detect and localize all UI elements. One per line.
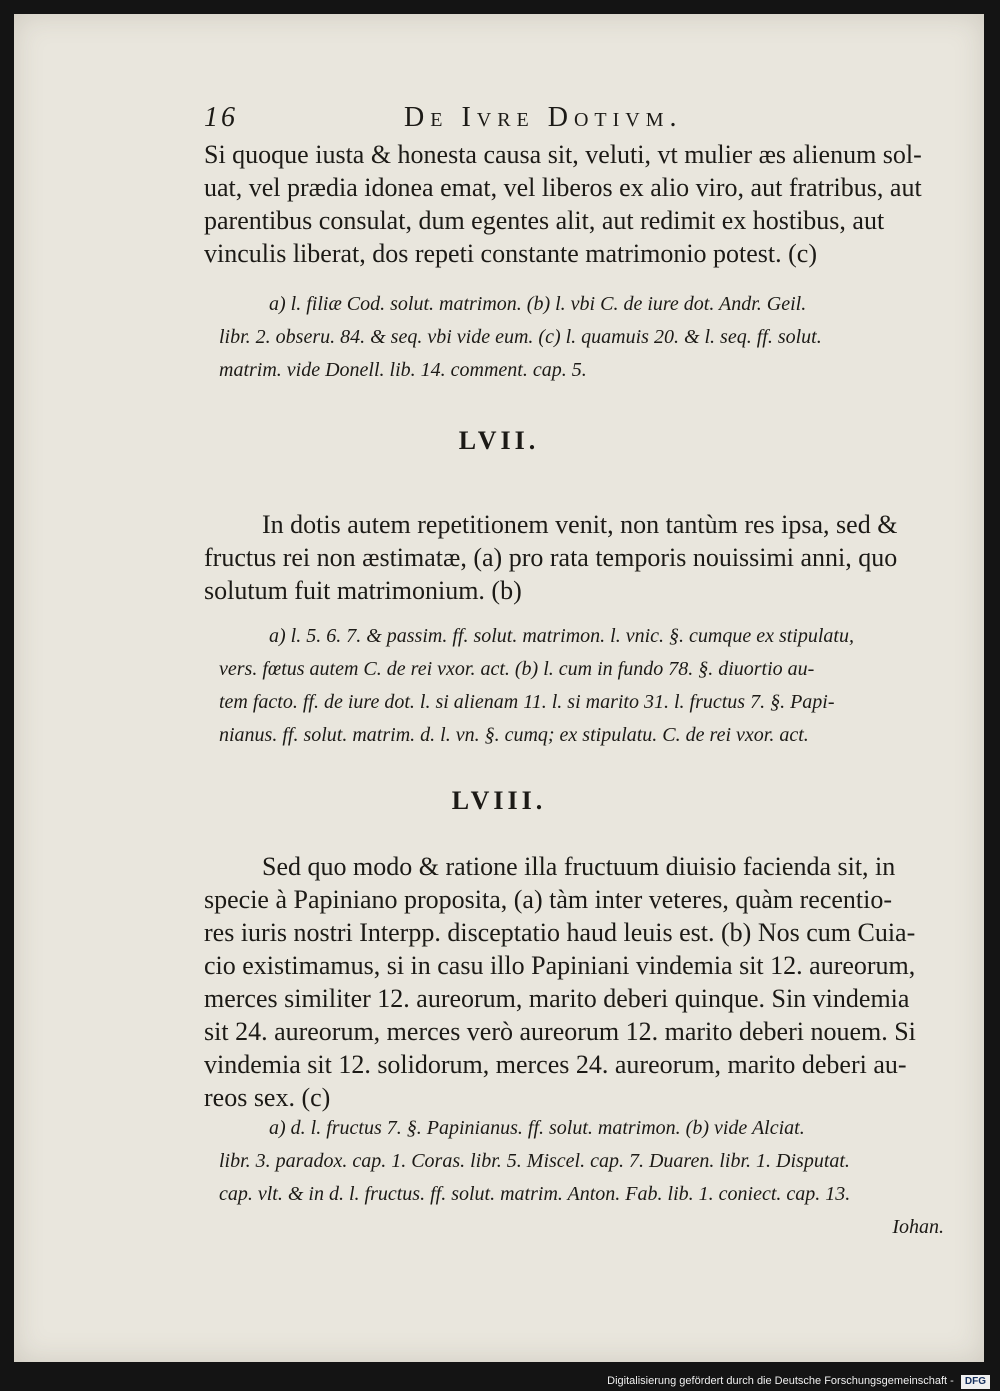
digitization-credit — [0, 1372, 990, 1390]
text-line: fructus rei non æstimatæ, (a) pro rata temporis nouissimi anni, quo — [204, 543, 898, 572]
page-number: 16 — [204, 102, 238, 133]
footnote-block-3 — [219, 1112, 944, 1244]
note-line: libr. 2. obseru. 84. & seq. vbi vide eum. (c) l. quamuis 20. & l. seq. ff. solut. — [219, 326, 822, 348]
note-line: nianus. ff. solut. matrim. d. l. vn. §. cumq; ex stipulatu. C. de rei vxor. act. — [219, 724, 809, 746]
note-line: libr. 3. paradox. cap. 1. Coras. libr. 5. Miscel. cap. 7. Duaren. libr. 1. Disputat. — [219, 1150, 850, 1172]
text-line: sit 24. aureorum, merces verò aureorum 12. marito deberi nouem. Si — [204, 1017, 916, 1046]
note-line: a) d. l. fructus 7. §. Papinianus. ff. solut. matrimon. (b) vide Alciat. — [269, 1117, 805, 1139]
note-line: cap. vlt. & in d. l. fructus. ff. solut. matrim. Anton. Fab. lib. 1. coniect. cap. 13. — [219, 1183, 851, 1205]
footnote-block-2 — [219, 620, 944, 752]
text-line: In dotis autem repetitionem venit, non tantùm res ipsa, sed & — [262, 510, 898, 539]
text-line: Si quoque iusta & honesta causa sit, veluti, vt mulier æs alienum sol- — [204, 140, 922, 169]
section-heading-lviii: LVIII. — [451, 786, 547, 815]
text-line: specie à Papiniano proposita, (a) tàm inter veteres, quàm recentio- — [204, 885, 893, 914]
scanned-page — [14, 14, 984, 1362]
text-line: reos sex. (c) — [204, 1083, 331, 1112]
paragraph-3 — [204, 850, 952, 1114]
footnote-block-1 — [219, 288, 944, 387]
note-line: Iohan. — [892, 1216, 944, 1238]
running-title: De Ivre Dotivm. — [404, 102, 683, 133]
paragraph-1 — [204, 138, 952, 270]
note-line: vers. fœtus autem C. de rei vxor. act. (b) l. cum in fundo 78. §. diuortio au- — [219, 658, 815, 680]
text-line: solutum fuit matrimonium. (b) — [204, 576, 522, 605]
text-line: vindemia sit 12. solidorum, merces 24. aureorum, marito deberi au- — [204, 1050, 907, 1079]
note-line: tem facto. ff. de iure dot. l. si alienam 11. l. si marito 31. l. fructus 7. §. Papi- — [219, 691, 835, 713]
section-heading-lvii: LVII. — [458, 426, 540, 455]
credit-text: Digitalisierung gefördert durch die Deutsche Forschungsgemeinschaft - — [607, 1375, 954, 1387]
text-line: merces similiter 12. aureorum, marito deberi quinque. Sin vindemia — [204, 984, 910, 1013]
text-line: parentibus consulat, dum egentes alit, aut redimit ex hostibus, aut — [204, 206, 885, 235]
running-header — [204, 102, 769, 142]
text-line: res iuris nostri Interpp. disceptatio haud leuis est. (b) Nos cum Cuia- — [204, 918, 916, 947]
text-line: Sed quo modo & ratione illa fructuum diuisio facienda sit, in — [262, 852, 896, 881]
text-line: cio existimamus, si in casu illo Papiniani vindemia sit 12. aureorum, — [204, 951, 916, 980]
text-line: vinculis liberat, dos repeti constante matrimonio potest. (c) — [204, 239, 818, 268]
note-line: a) l. filiæ Cod. solut. matrimon. (b) l. vbi C. de iure dot. Andr. Geil. — [269, 293, 807, 315]
text-line: uat, vel prædia idonea emat, vel liberos ex alio viro, aut fratribus, aut — [204, 173, 922, 202]
note-line: a) l. 5. 6. 7. & passim. ff. solut. matrimon. l. vnic. §. cumque ex stipulatu, — [269, 625, 854, 647]
paragraph-2 — [204, 508, 952, 607]
note-line: matrim. vide Donell. lib. 14. comment. cap. 5. — [219, 359, 587, 381]
dfg-logo: DFG — [961, 1375, 990, 1389]
